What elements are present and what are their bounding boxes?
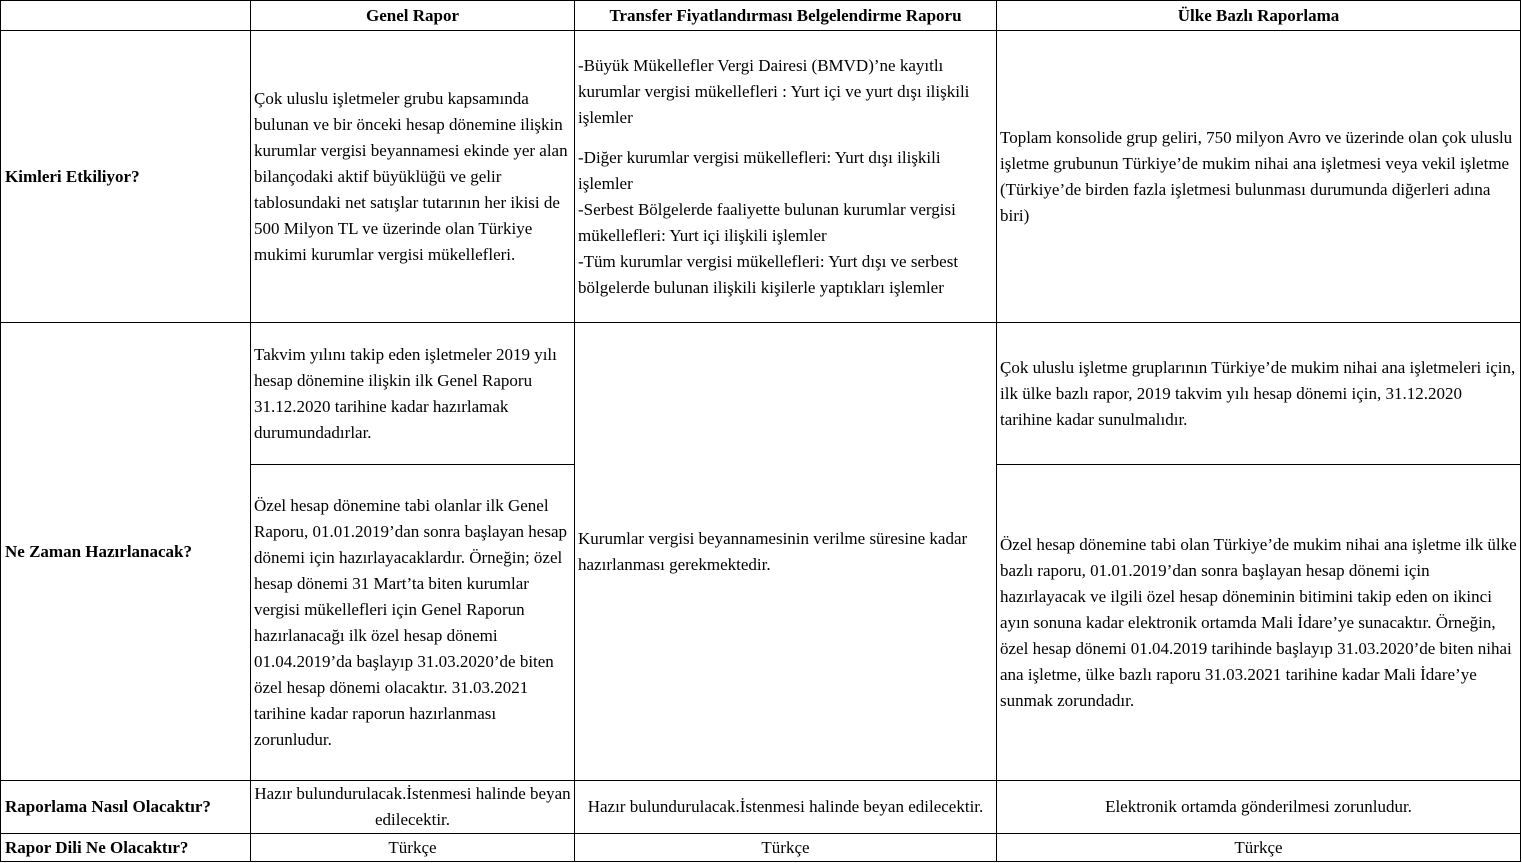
header-empty [1,1,251,31]
cell-ne-zaman-transfer: Kurumlar vergisi beyannamesinin verilme süresine kadar hazırlanması gerekmektedir. [575,323,997,781]
cell-dil-ulke: Türkçe [997,834,1521,862]
cell-kimleri-genel: Çok uluslu işletmeler grubu kapsamında bulunan ve bir önceki hesap dönemine ilişkin kurumlar vergisi beyannamesi ekinde yer alan bilançodaki aktif büyüklüğü ve gelir tablosundaki net satışlar tutarının her ikisi de 500 Milyon TL ve üzerinde olan Türkiye mukimi kurumlar vergisi mükellefleri. [251,31,575,323]
cell-raporlama-genel: Hazır bulundurulacak.İstenmesi halinde beyan edilecektir. [251,781,575,834]
header-genel-rapor: Genel Rapor [251,1,575,31]
cell-raporlama-transfer: Hazır bulundurulacak.İstenmesi halinde beyan edilecektir. [575,781,997,834]
cell-ne-zaman-ulke-1: Çok uluslu işletme gruplarının Türkiye’de mukim nihai ana işletmeleri için, ilk ülke bazlı rapor, 2019 takvim yılı hesap dönemi için, 31.12.2020 tarihine kadar sunulmalıdır. [997,323,1521,465]
cell-dil-transfer: Türkçe [575,834,997,862]
row-label-ne-zaman: Ne Zaman Hazırlanacak? [1,323,251,781]
header-row [1,1,1521,31]
row-label-kimleri: Kimleri Etkiliyor? [1,31,251,323]
row-label-dil: Rapor Dili Ne Olacaktır? [1,834,251,862]
cell-kimleri-transfer [575,31,997,323]
transfer-item-diger: -Diğer kurumlar vergisi mükellefleri: Yurt dışı ilişkili işlemler [578,147,941,193]
cell-raporlama-ulke: Elektronik ortamda gönderilmesi zorunludur. [997,781,1521,834]
table-row-ne-zaman-1 [1,323,1521,465]
header-transfer-fiyatlandirmasi: Transfer Fiyatlandırması Belgelendirme Raporu [575,1,997,31]
cell-ne-zaman-genel-2: Özel hesap dönemine tabi olanlar ilk Genel Raporu, 01.01.2019’dan sonra başlayan hesap dönemi için hazırlayacaklardır. Örneğin; özel hesap dönemi 31 Mart’ta biten kurumlar vergisi mükellefleri için Genel Raporun hazırlanacağı ilk özel hesap dönemi 01.04.2019’da başlayıp 31.03.2020’de biten özel hesap dönemi olacaktır. 31.03.2021 tarihine kadar raporun hazırlanması zorunludur. [251,465,575,781]
transfer-item-bmvd: -Büyük Mükellefler Vergi Dairesi (BMVD)’ne kayıtlı kurumlar vergisi mükellefleri : Yurt içi ve yurt dışı ilişkili işlemler [578,55,970,127]
cell-ne-zaman-genel-1: Takvim yılını takip eden işletmeler 2019 yılı hesap dönemine ilişkin ilk Genel Raporu 31.12.2020 tarihine kadar hazırlamak durumundadırlar. [251,323,575,465]
cell-ne-zaman-ulke-2: Özel hesap dönemine tabi olan Türkiye’de mukim nihai ana işletme ilk ülke bazlı raporu, 01.01.2019’dan sonra başlayan hesap dönemi için hazırlayacak ve ilgili özel hesap döneminin bitimini takip eden on ikinci ayın sonuna kadar elektronik ortamda Mali İdare’ye sunacaktır. Örneğin, özel hesap dönemi 01.04.2019 tarihinde başlayıp 31.03.2020’de biten nihai ana işletme, ülke bazlı raporu 31.03.2021 tarihine kadar Mali İdare’ye sunmak zorundadır. [997,465,1521,781]
transfer-item-tum: -Tüm kurumlar vergisi mükellefleri: Yurt dışı ve serbest bölgelerde bulunan ilişkili kişilerle yaptıkları işlemler [578,251,959,297]
cell-dil-genel: Türkçe [251,834,575,862]
header-ulke-bazli: Ülke Bazlı Raporlama [997,1,1521,31]
cell-kimleri-ulke: Toplam konsolide grup geliri, 750 milyon Avro ve üzerinde olan çok uluslu işletme grubunun Türkiye’de mukim nihai ana işletmesi veya vekil işletme (Türkiye’de birden fazla işletmesi bulunması durumunda diğerleri adına biri) [997,31,1521,323]
row-label-raporlama: Raporlama Nasıl Olacaktır? [1,781,251,834]
table-row-dil [1,834,1521,862]
table-row-kimleri [1,31,1521,323]
transfer-item-serbest: -Serbest Bölgelerde faaliyette bulunan kurumlar vergisi mükellefleri: Yurt içi ilişkili işlemler [578,199,956,245]
table-row-raporlama [1,781,1521,834]
